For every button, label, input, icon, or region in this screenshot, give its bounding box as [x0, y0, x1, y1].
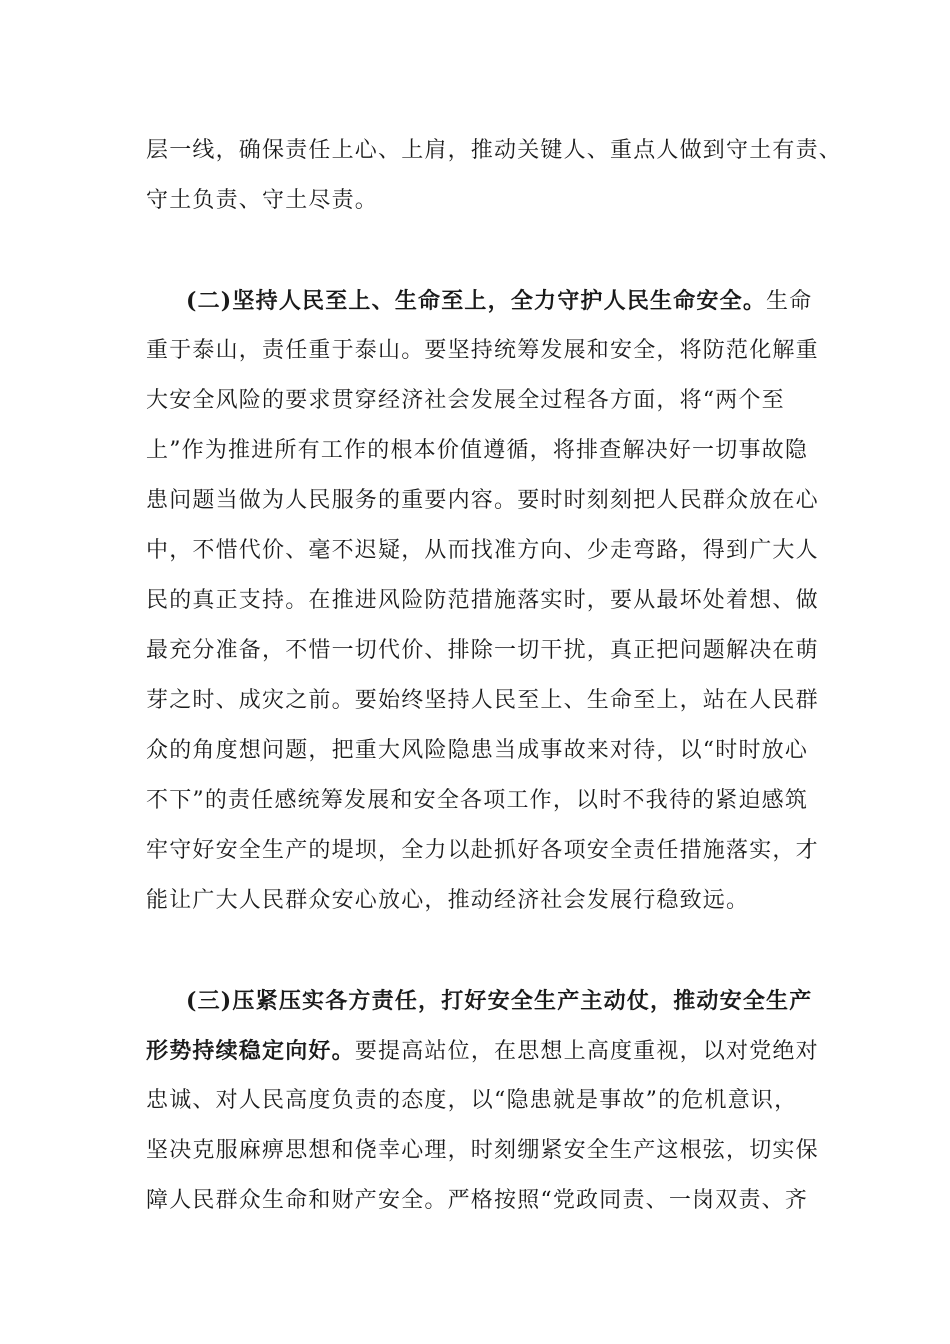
paragraph-line: 障人民群众生命和财产安全。严格按照“党政同责、一岗双责、齐 [146, 1188, 809, 1213]
paragraph-line: 患问题当做为人民服务的重要内容。要时时刻刻把人民群众放在心 [146, 488, 819, 513]
section-2-heading: (二)坚持人民至上、生命至上，全力守护人民生命安全。 [186, 288, 767, 314]
paragraph-line: 守土负责、守土尽责。 [146, 188, 379, 213]
section-3-heading-line-1: (三)压紧压实各方责任，打好安全生产主动仗，推动安全生产 [186, 988, 813, 1014]
paragraph-line: 最充分准备，不惜一切代价、排除一切干扰，真正把问题解决在萌 [146, 638, 819, 663]
paragraph-line: 能让广大人民群众安心放心，推动经济社会发展行稳致远。 [146, 888, 750, 913]
paragraph-line: 民的真正支持。在推进风险防范措施落实时，要从最坏处着想、做 [146, 588, 819, 613]
paragraph-line: 大安全风险的要求贯穿经济社会发展全过程各方面，将“两个至 [146, 388, 785, 413]
paragraph-line: 重于泰山，责任重于泰山。要坚持统筹发展和安全，将防范化解重 [146, 338, 819, 363]
paragraph-line: 不下”的责任感统筹发展和安全各项工作，以时不我待的紧迫感筑 [146, 788, 809, 813]
paragraph-line: 牢守好安全生产的堤坝，全力以赴抓好各项安全责任措施落实，才 [146, 838, 819, 863]
paragraph-line: 上”作为推进所有工作的根本价值遵循，将排查解决好一切事故隐 [146, 438, 809, 463]
section-2-first-line-rest: 生命 [766, 289, 813, 314]
paragraph-line: 坚决克服麻痹思想和侥幸心理，时刻绷紧安全生产这根弦，切实保 [146, 1138, 819, 1163]
paragraph-line: 芽之时、成灾之前。要始终坚持人民至上、生命至上，站在人民群 [146, 688, 819, 713]
section-2-first-line [186, 286, 826, 316]
paragraph-line: 中，不惜代价、毫不迟疑，从而找准方向、少走弯路，得到广大人 [146, 538, 819, 563]
section-3-heading-line-2: 形势持续稳定向好。 [146, 1038, 355, 1064]
section-3-second-line-rest: 要提高站位，在思想上高度重视，以对党绝对 [354, 1039, 819, 1064]
paragraph-line: 层一线，确保责任上心、上肩，推动关键人、重点人做到守土有责、 [146, 138, 843, 163]
paragraph-line: 众的角度想问题，把重大风险隐患当成事故来对待，以“时时放心 [146, 738, 809, 763]
section-3-second-line [146, 1036, 826, 1066]
paragraph-line: 忠诚、对人民高度负责的态度，以“隐患就是事故”的危机意识， [146, 1088, 798, 1113]
